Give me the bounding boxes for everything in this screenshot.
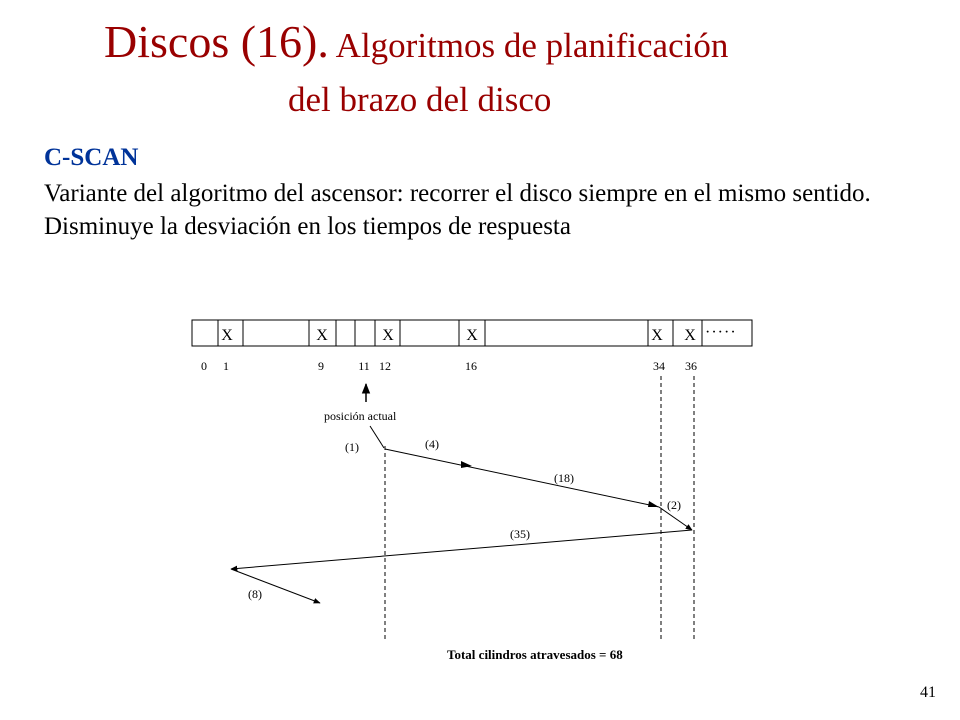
slide-title-sub: Algoritmos de planificación — [328, 26, 729, 65]
move-12-16 — [385, 449, 659, 507]
page-number: 41 — [920, 684, 936, 701]
total-cylinders-label: Total cilindros atravesados = 68 — [447, 647, 623, 662]
movement-path — [231, 449, 692, 603]
cylinder-strip — [192, 320, 752, 346]
cylinder-label: 11 — [358, 359, 370, 373]
request-mark: X — [221, 327, 233, 344]
move-36-1 — [231, 530, 692, 569]
current-position-pointer — [370, 426, 384, 448]
slide-title-main: Discos (16). — [104, 16, 329, 67]
move-label: (4) — [425, 437, 439, 451]
move-label: (18) — [554, 471, 574, 485]
request-mark: X — [651, 327, 663, 344]
slide-title-line2: del brazo del disco — [288, 80, 552, 119]
cylinder-label: 34 — [653, 359, 665, 373]
cylinder-label: 1 — [223, 359, 229, 373]
request-mark: X — [466, 327, 478, 344]
current-position-marker — [324, 384, 397, 448]
request-mark: X — [684, 327, 696, 344]
move-1-9 — [231, 569, 320, 603]
mid-arrow-34 — [648, 501, 659, 507]
algorithm-description: Variante del algoritmo del ascensor: recorrer el disco siempre en el mismo sentido. Disminuye la desviación en los tiempos de respuesta — [44, 180, 871, 240]
move-label: (35) — [510, 527, 530, 541]
move-label: (1) — [345, 440, 359, 454]
request-mark: X — [382, 327, 394, 344]
cylinder-label: 0 — [201, 359, 207, 373]
cylinder-label: 9 — [318, 359, 324, 373]
cylinder-label: 36 — [685, 359, 697, 373]
move-label: (8) — [248, 587, 262, 601]
move-label: (2) — [667, 498, 681, 512]
cylinder-label: 12 — [379, 359, 391, 373]
current-position-label: posición actual — [324, 409, 397, 423]
guide-lines — [385, 376, 694, 640]
cylinder-label: 16 — [465, 359, 477, 373]
algorithm-heading: C-SCAN — [44, 144, 139, 171]
request-mark: X — [316, 327, 328, 344]
strip-continuation: ····· — [705, 324, 737, 341]
